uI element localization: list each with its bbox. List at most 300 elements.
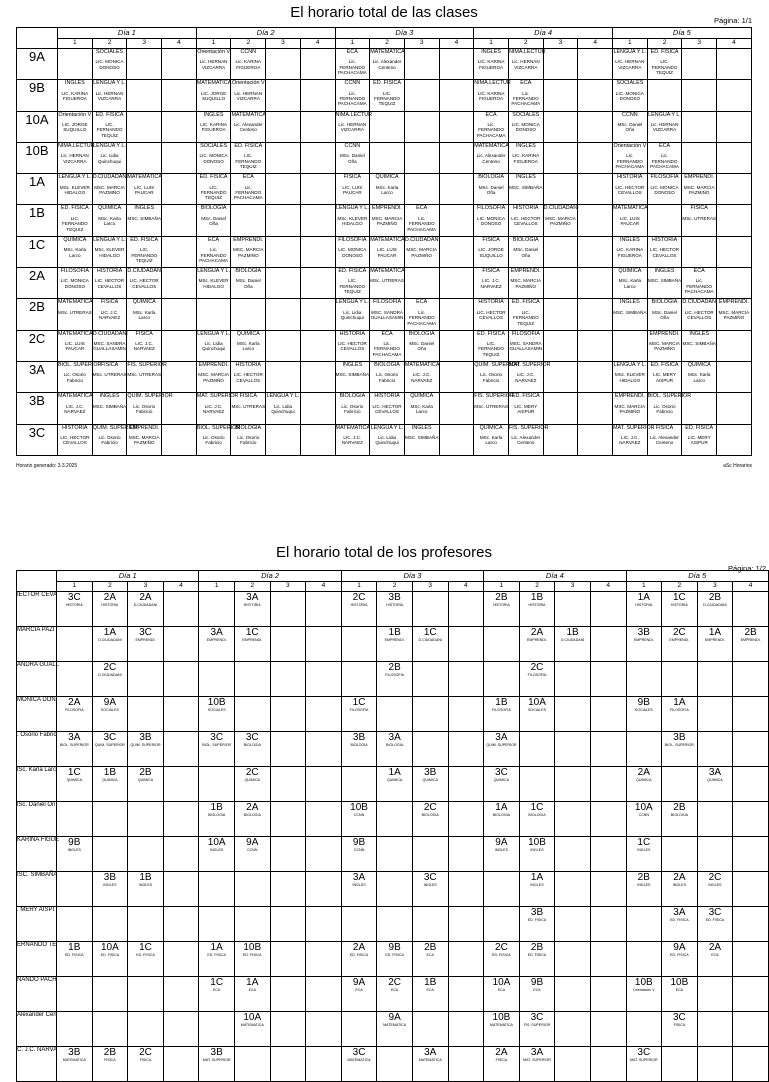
class-code: 1A <box>637 592 650 603</box>
subject-label: ECA <box>248 988 256 992</box>
schedule-cell <box>163 1047 199 1082</box>
schedule-cell <box>127 268 162 299</box>
subject-label: D.CIUDADANI <box>127 268 163 275</box>
day-header: Día 1 <box>57 571 199 582</box>
subject-label: FILOSOFIA <box>477 205 506 212</box>
schedule-cell <box>341 732 377 767</box>
schedule-cell <box>92 49 127 80</box>
subject-label: INGLES <box>103 883 117 887</box>
schedule-cell <box>543 424 578 455</box>
subject-label: ECA <box>390 988 399 992</box>
schedule-cell <box>162 174 197 205</box>
day-header: Día 1 <box>58 28 197 39</box>
schedule-cell <box>682 174 717 205</box>
subject-label: HISTORIA <box>62 424 88 431</box>
day-header: Día 2 <box>196 28 335 39</box>
schedule-cell <box>92 205 127 236</box>
subject-label: HISTORIA <box>374 393 400 400</box>
schedule-cell <box>613 205 648 236</box>
schedule-cell <box>306 732 342 767</box>
class-code: 3A <box>495 732 508 743</box>
schedule-cell <box>306 627 342 662</box>
subject-label: ECA <box>520 80 532 87</box>
schedule-cell <box>162 299 197 330</box>
schedule-cell <box>231 268 266 299</box>
schedule-cell <box>682 205 717 236</box>
schedule-cell <box>613 142 648 173</box>
class-code: 1A <box>708 627 722 638</box>
schedule-cell <box>578 111 613 142</box>
schedule-cell <box>231 80 266 111</box>
teacher-label: MSC. SIMBAÑA <box>92 403 127 409</box>
schedule-cell <box>128 1012 164 1047</box>
schedule-cell <box>412 627 448 662</box>
subject-label: QUIM. SUPERIOR <box>94 743 125 747</box>
class-code: 1B <box>68 942 81 953</box>
teacher-name: KARINA FIGUE <box>17 837 57 872</box>
subject-label: ED. FISICA <box>234 142 263 149</box>
subject-label: EMPRENDI. <box>198 361 229 368</box>
subject-label: INGLES <box>411 424 432 431</box>
subject-label: MATEMATICA <box>370 49 405 55</box>
schedule-cell <box>127 80 162 111</box>
schedule-cell <box>370 424 405 455</box>
schedule-cell <box>58 142 93 173</box>
subject-label: QUIMICA <box>707 778 723 782</box>
schedule-cell <box>306 802 342 837</box>
schedule-cell <box>404 330 439 361</box>
subject-label: LENGUA Y L. <box>93 236 126 243</box>
teacher-label: LIC. KARINA FIGUEROA <box>477 90 505 102</box>
subject-label: QUIM. SUPERIOR <box>486 743 517 747</box>
schedule-cell <box>626 802 662 837</box>
schedule-cell <box>484 627 520 662</box>
schedule-cell <box>57 1047 93 1082</box>
subject-label: FISICA <box>482 268 500 275</box>
class-code: 10B <box>207 697 226 708</box>
subject-label: FILOSOFIA <box>492 708 511 712</box>
schedule-cell <box>370 361 405 392</box>
schedule-cell <box>626 1012 662 1047</box>
teacher-label: LIC. J.C. NARVAEZ <box>202 403 225 415</box>
subject-label: FISICA <box>104 1058 116 1062</box>
class-code: 3C <box>637 1047 651 1058</box>
schedule-cell <box>733 942 769 977</box>
subject-label: NIMA.LECTUR <box>474 80 511 87</box>
schedule-cell <box>448 592 484 627</box>
schedule-cell <box>508 49 546 80</box>
subject-label: QUIMICA <box>687 361 711 368</box>
subject-label: INGLES <box>637 848 651 852</box>
teacher-label: MSC. MARCIA PAZMIÑO <box>232 247 264 258</box>
schedule-cell <box>234 977 270 1012</box>
schedule-cell <box>590 1047 626 1082</box>
class-code: 1B <box>424 977 437 988</box>
schedule-cell <box>92 767 128 802</box>
teacher-label: MSc. UTRERAS <box>682 215 717 221</box>
subject-label: FIS. SUPERIOR <box>508 424 549 431</box>
subject-label: ECA <box>426 988 434 992</box>
teacher-label: Lic. FERNANDO PACHACAMA <box>407 215 437 232</box>
class-code: 1B <box>530 592 544 603</box>
subject-label: INGLES <box>134 205 155 212</box>
schedule-cell <box>508 142 543 173</box>
schedule-cell <box>555 802 591 837</box>
schedule-cell <box>578 174 613 205</box>
class-code: 3A <box>388 732 401 743</box>
teacher-label: LIC. FERNANDO TEQUIZ <box>96 121 123 138</box>
schedule-cell <box>196 205 231 236</box>
class-code: 3B <box>139 732 152 743</box>
schedule-cell <box>306 977 342 1012</box>
table-row <box>17 80 752 111</box>
schedule-cell <box>377 592 413 627</box>
teacher-label: LIC. KARINA FIGUEROA <box>512 153 540 164</box>
teacher-label: LIC. LUIS PAUCAR <box>377 247 397 258</box>
class-label: 1B <box>17 205 58 236</box>
schedule-cell <box>377 767 413 802</box>
teacher-label: MSC. SIMBAÑA <box>335 372 370 378</box>
class-code: 2A <box>708 942 722 953</box>
schedule-cell <box>613 111 648 142</box>
schedule-cell <box>127 205 162 236</box>
table-row <box>17 174 752 205</box>
schedule-cell <box>412 1047 448 1082</box>
subject-label: MAT. SUPERIOR <box>613 424 655 431</box>
page-indicator: Página: 1/2 <box>728 564 766 573</box>
schedule-cell <box>231 424 266 455</box>
schedule-cell <box>404 424 439 455</box>
class-code: 1B <box>139 872 152 883</box>
class-code: 1C <box>530 802 544 813</box>
schedule-cell <box>377 1012 413 1047</box>
schedule-cell <box>555 977 591 1012</box>
period-header: 4 <box>300 39 335 49</box>
schedule-cell <box>733 1012 769 1047</box>
subject-label: SOCIALES <box>100 708 119 712</box>
schedule-cell <box>266 174 301 205</box>
teacher-label: MSc. Karla Larco <box>98 215 121 227</box>
schedule-cell <box>519 767 555 802</box>
schedule-cell <box>306 697 342 732</box>
subject-label: BIOLOGIA <box>208 813 226 817</box>
subject-label: D.CIUDADANI <box>682 299 718 306</box>
subject-label: D.CIUDADANI <box>133 603 158 607</box>
schedule-cell <box>377 627 413 662</box>
subject-label: QUIMICA <box>479 424 503 431</box>
subject-label: MAT. SUPERIOR <box>523 1058 551 1062</box>
subject-label: HISTORIA <box>350 603 368 607</box>
teacher-label: MSc. UTRERAS <box>127 372 162 378</box>
schedule-cell <box>508 80 543 111</box>
teacher-label: LIC. FERNANDO TEQUIZ <box>200 184 227 201</box>
schedule-cell <box>439 330 474 361</box>
period-header: 2 <box>519 582 555 592</box>
subject-label: HISTORIA <box>492 603 510 607</box>
schedule-cell <box>231 205 266 236</box>
period-header: 2 <box>662 582 698 592</box>
schedule-cell <box>234 592 270 627</box>
schedule-cell <box>484 732 520 767</box>
table-row <box>17 732 769 767</box>
schedule-cell <box>300 80 335 111</box>
subject-label: LENGUA Y L. <box>197 268 230 275</box>
class-label: 1C <box>17 236 58 267</box>
subject-label: EMPRENDI. <box>384 638 405 642</box>
generated-date: Horario generado: 3.3.2025 <box>16 463 78 469</box>
class-code: 1B <box>388 627 401 638</box>
schedule-cell <box>474 205 509 236</box>
table-row <box>17 268 752 299</box>
schedule-cell <box>439 361 474 392</box>
schedule-cell <box>717 80 752 111</box>
schedule-cell <box>162 49 197 80</box>
schedule-cell <box>163 977 199 1012</box>
teacher-label: Lic. FERNANDO PACHACAMA <box>407 309 437 326</box>
schedule-cell <box>682 424 717 455</box>
schedule-cell <box>162 80 197 111</box>
subject-label: ED. FISICA <box>685 424 714 431</box>
schedule-cell <box>92 424 138 455</box>
schedule-cell <box>128 942 164 977</box>
teacher-label: LIC. HECTOR CEVALLOS <box>684 309 714 321</box>
schedule-cell <box>662 627 698 662</box>
schedule-cell <box>92 111 127 142</box>
period-header: 1 <box>341 582 377 592</box>
subject-label: ED. FISICA <box>650 49 679 55</box>
schedule-cell <box>590 977 626 1012</box>
class-code: 2B <box>388 662 401 673</box>
schedule-cell <box>647 299 682 330</box>
teacher-label: LIC. MONICA DONOSO <box>511 121 540 133</box>
subject-label: BIOLOGIA <box>243 743 261 747</box>
subject-label: EMPRENDI. <box>527 638 547 642</box>
subject-label: MATEMATICA <box>58 330 93 337</box>
teacher-label: LIC. MONICA DONOSO <box>199 153 228 164</box>
page-indicator: Página: 1/1 <box>714 16 752 25</box>
teacher-label: MSc. Karla Larco <box>618 278 642 289</box>
schedule-cell <box>127 424 162 455</box>
schedule-cell <box>341 837 377 872</box>
teacher-label: MSc. Karla Larco <box>687 372 711 383</box>
subject-label: MAT. SUPERIOR <box>508 361 551 368</box>
schedule-cell <box>199 872 235 907</box>
schedule-cell <box>335 236 370 267</box>
schedule-cell <box>448 907 484 942</box>
schedule-cell <box>412 942 448 977</box>
subject-label: BIOLOGIA <box>408 330 435 337</box>
schedule-cell <box>127 361 167 392</box>
schedule-cell <box>717 330 752 361</box>
schedule-cell <box>717 142 752 173</box>
schedule-cell <box>266 424 301 455</box>
schedule-cell <box>733 732 769 767</box>
schedule-cell <box>662 977 698 1012</box>
schedule-cell <box>578 268 613 299</box>
subject-label: MAT. SUPERIOR <box>202 1058 231 1062</box>
teacher-label: Lic. Osorio Fabricio <box>376 372 399 383</box>
subject-label: EMPRENDI. <box>135 638 156 642</box>
teacher-label: LIC. FERNANDO TEQUIZ <box>61 215 88 232</box>
subject-label: INGLES <box>494 848 509 852</box>
schedule-cell <box>199 802 235 837</box>
schedule-cell <box>341 1012 377 1047</box>
schedule-cell <box>58 49 93 80</box>
schedule-cell <box>199 1012 235 1047</box>
schedule-cell <box>127 236 162 267</box>
class-schedule-title: El horario total de las clases <box>290 4 478 21</box>
table-row <box>17 837 769 872</box>
class-code: 3B <box>103 872 116 883</box>
schedule-cell <box>662 802 698 837</box>
schedule-cell <box>270 767 306 802</box>
teacher-label: MSC. SANDRA GUALLASAMIN <box>370 309 404 321</box>
schedule-cell <box>370 49 405 80</box>
schedule-cell <box>626 592 662 627</box>
schedule-cell <box>57 697 93 732</box>
subject-label: ED. FISICA <box>199 174 228 181</box>
subject-label: BIOLOGIA <box>421 813 439 817</box>
teacher-label: Lic. FERNANDO PACHACAMA <box>615 153 645 170</box>
table-row <box>17 393 752 424</box>
table-row <box>17 872 769 907</box>
schedule-cell <box>335 142 370 173</box>
schedule-cell <box>439 205 474 236</box>
day-header: Día 4 <box>474 28 613 39</box>
schedule-cell <box>613 236 648 267</box>
schedule-cell <box>377 977 413 1012</box>
schedule-cell <box>370 205 405 236</box>
schedule-cell <box>266 393 301 424</box>
subject-label: QUIMICA <box>244 778 260 782</box>
class-code: 1A <box>673 697 686 708</box>
teacher-name: Alexander Cen <box>17 1012 57 1047</box>
corner-cell <box>17 28 58 49</box>
schedule-cell <box>448 697 484 732</box>
schedule-cell <box>57 837 93 872</box>
schedule-cell <box>162 268 197 299</box>
subject-label: D.CIUDADANI <box>98 638 122 642</box>
class-code: 1B <box>103 767 116 778</box>
schedule-cell <box>377 732 413 767</box>
schedule-cell <box>543 268 578 299</box>
subject-label: D.CIUDADANI <box>703 603 727 607</box>
schedule-cell <box>335 205 370 236</box>
schedule-cell <box>613 330 648 361</box>
schedule-cell <box>266 111 301 142</box>
schedule-cell <box>163 697 199 732</box>
subject-label: INGLES <box>689 330 710 337</box>
schedule-cell <box>341 767 377 802</box>
class-label: 2B <box>17 299 58 330</box>
schedule-cell <box>92 299 127 330</box>
schedule-cell <box>196 236 231 267</box>
subject-label: ED. FISICA <box>650 361 679 368</box>
schedule-cell <box>590 802 626 837</box>
subject-label: HISTORIA <box>513 205 539 212</box>
schedule-cell <box>412 592 448 627</box>
class-code: 1B <box>210 802 223 813</box>
teacher-label: LIC. JORGE SUQUILLO <box>200 90 227 102</box>
schedule-cell <box>578 205 613 236</box>
schedule-cell <box>439 268 474 299</box>
period-header: 4 <box>162 39 197 49</box>
subject-label: ECA <box>658 142 671 149</box>
schedule-cell <box>128 627 164 662</box>
teacher-label: Lic. Osorio Fabricio <box>202 434 225 446</box>
subject-label: BIOLOGIA <box>528 813 546 817</box>
class-code: 2B <box>673 802 686 813</box>
schedule-cell <box>626 697 662 732</box>
subject-label: MATEMATICA <box>231 111 266 118</box>
subject-label: CCNN <box>344 142 361 149</box>
schedule-cell <box>404 80 439 111</box>
subject-label: ED. FISICA <box>373 80 401 87</box>
period-header: 4 <box>578 39 613 49</box>
schedule-cell <box>127 111 162 142</box>
schedule-cell <box>647 205 682 236</box>
schedule-cell <box>697 1047 733 1082</box>
schedule-cell <box>199 1047 235 1082</box>
schedule-cell <box>439 142 474 173</box>
class-code: 2C <box>495 942 508 953</box>
subject-label: ED. FISICA <box>136 953 155 957</box>
schedule-cell <box>404 205 439 236</box>
subject-label: ECA <box>416 299 428 306</box>
teacher-label: Lic. HERNAN VIZCARRA <box>650 121 679 133</box>
table-row <box>17 205 752 236</box>
subject-label: INGLES <box>619 299 640 306</box>
subject-label: BIOLOGIA <box>386 743 404 747</box>
period-header: 3 <box>128 582 164 592</box>
teacher-label: Lic. HERNAN VIZCARRA <box>338 121 367 133</box>
teacher-label: MSc. Karla Larco <box>132 309 156 321</box>
subject-label: EMPRENDI. <box>669 638 690 642</box>
schedule-cell <box>590 732 626 767</box>
class-code: 9A <box>388 1012 401 1023</box>
subject-label: QUIM. SUPERIOR <box>474 361 520 368</box>
schedule-cell <box>404 236 439 267</box>
schedule-cell <box>448 732 484 767</box>
teacher-label: Lic. FERNANDO PACHACAMA <box>337 90 367 107</box>
class-code: 3A <box>68 732 81 743</box>
subject-label: CCNN <box>240 49 257 55</box>
schedule-cell <box>404 142 439 173</box>
schedule-cell <box>474 424 509 455</box>
schedule-cell <box>578 80 613 111</box>
period-header: 2 <box>234 582 270 592</box>
class-label: 9A <box>17 49 58 80</box>
subject-label: MAT. SUPERIOR <box>196 393 239 400</box>
schedule-cell <box>370 174 405 205</box>
schedule-cell <box>377 907 413 942</box>
subject-label: FISICA <box>135 330 153 337</box>
table-row <box>17 424 752 455</box>
class-code: 3A <box>673 907 686 918</box>
schedule-cell <box>555 592 591 627</box>
teacher-label: Lic. FERNANDO PACHACAMA <box>511 90 541 107</box>
subject-label: QUIM. SUPERIOR <box>127 393 173 400</box>
teacher-label: Lic. FERNANDO PACHACAMA <box>650 153 679 170</box>
schedule-cell <box>128 592 164 627</box>
teacher-label: Lic. HERNAN VIZCARRA <box>511 59 540 70</box>
subject-label: MATEMATICA <box>418 1058 442 1062</box>
schedule-cell <box>717 205 752 236</box>
schedule-cell <box>590 662 626 697</box>
period-header: 1 <box>199 582 235 592</box>
teacher-label: Lic. Osorio Fabricio <box>63 372 86 383</box>
subject-label: CCNN <box>344 80 361 87</box>
